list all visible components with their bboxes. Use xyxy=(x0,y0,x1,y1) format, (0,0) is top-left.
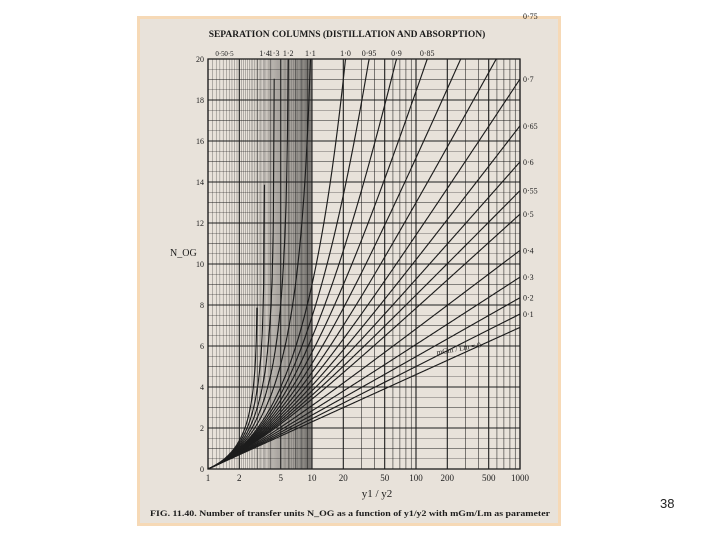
right-curve-label: 0·6 xyxy=(523,157,534,167)
x-tick-label: 200 xyxy=(440,473,455,483)
top-curve-label: 0·95 xyxy=(361,49,377,58)
paper-sheet xyxy=(140,11,558,523)
y-tick-label: 0 xyxy=(200,465,204,474)
right-curve-label: 0·7 xyxy=(523,75,534,85)
x-tick-label: 1 xyxy=(205,473,211,483)
top-small-label: 0·5 xyxy=(215,50,225,58)
x-tick-label: 2 xyxy=(237,473,242,483)
top-curve-label: 1·4 xyxy=(259,49,270,58)
top-curve-label: 1·3 xyxy=(268,49,280,58)
zero-curve-label: mGm / Lm = 0 xyxy=(435,340,482,357)
y-tick-label: 6 xyxy=(200,342,204,351)
x-tick-label: 1000 xyxy=(511,473,529,483)
y-tick-label: 12 xyxy=(196,219,204,228)
right-curve-label: 0·4 xyxy=(523,246,534,256)
x-tick-label: 10 xyxy=(307,473,317,483)
x-axis-label: y1 / y2 xyxy=(361,488,393,500)
x-tick-label: 100 xyxy=(409,473,423,483)
right-curve-label: 0·65 xyxy=(523,121,538,131)
y-tick-label: 16 xyxy=(196,137,204,146)
transfer-units-chart xyxy=(140,11,558,523)
y-tick-label: 20 xyxy=(196,55,204,64)
y-tick-label: 4 xyxy=(200,383,204,392)
right-curve-label: 0·55 xyxy=(523,186,538,196)
curve-parameter-0_65 xyxy=(208,126,520,469)
top-curve-label: 0·85 xyxy=(419,49,435,58)
x-tick-label: 20 xyxy=(338,473,348,483)
top-curve-label: 0·9 xyxy=(391,49,402,58)
right-curve-label: 0·5 xyxy=(523,210,534,220)
x-tick-label: 500 xyxy=(481,473,496,483)
curve-parameter-0_7 xyxy=(208,79,520,469)
y-tick-label: 8 xyxy=(200,301,204,310)
top-small-label: 0·5 xyxy=(224,50,234,58)
y-tick-label: 18 xyxy=(196,96,204,105)
x-tick-label: 50 xyxy=(380,473,390,483)
figure-caption: FIG. 11.40. Number of transfer units N_OG as a function of y1/y2 with mGm/Lm as parameter xyxy=(150,509,551,518)
slide-page-number: 38 xyxy=(660,496,675,511)
top-curve-label: 1·1 xyxy=(305,49,316,58)
y-tick-label: 10 xyxy=(196,260,204,269)
right-curve-label: 0·75 xyxy=(523,11,538,21)
right-curve-label: 0·2 xyxy=(523,293,534,303)
y-axis-label: N_OG xyxy=(170,248,197,259)
chart-title: SEPARATION COLUMNS (DISTILLATION AND ABSORPTION) xyxy=(208,30,486,40)
right-curve-label: 0·3 xyxy=(523,273,534,283)
scanned-page xyxy=(137,11,561,526)
y-tick-label: 14 xyxy=(196,178,204,187)
right-curve-label: 0·1 xyxy=(523,310,534,320)
y-tick-label: 2 xyxy=(200,424,204,433)
top-curve-label: 1·0 xyxy=(340,49,351,58)
x-tick-label: 5 xyxy=(278,473,283,483)
top-curve-label: 1·2 xyxy=(282,49,294,58)
chart-grid xyxy=(208,59,520,469)
